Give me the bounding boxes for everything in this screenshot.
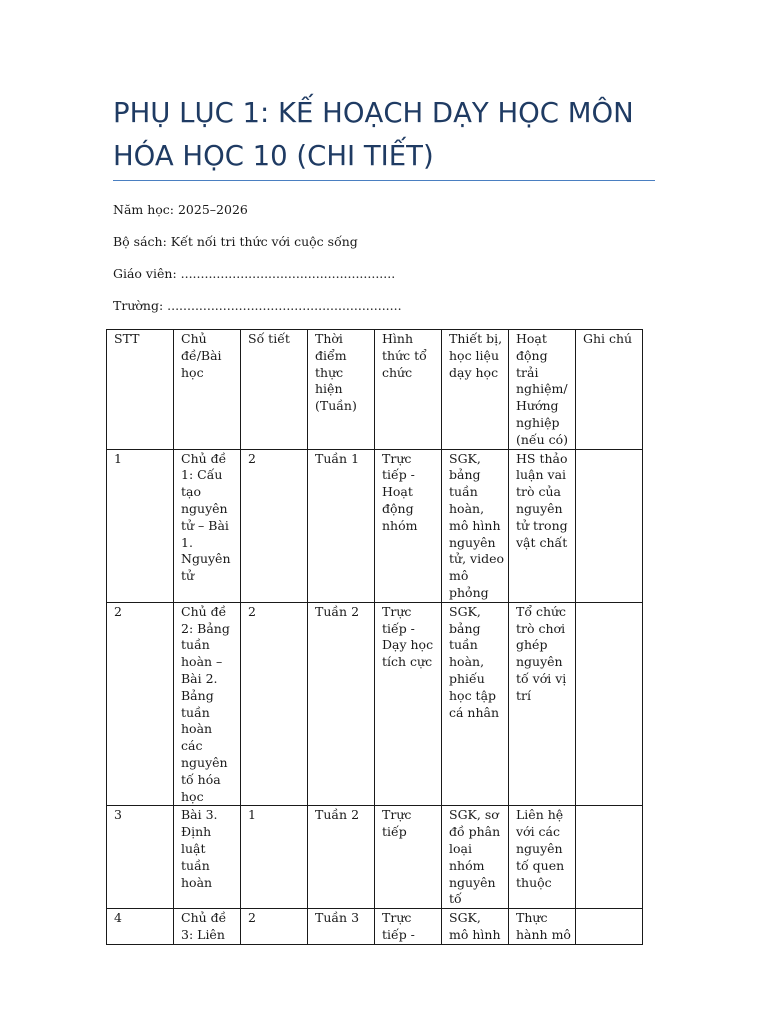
cell-topic: Bài 3. Định luật tuần hoàn (174, 806, 241, 909)
cell-topic: Chủ đề 3: Liên (174, 909, 241, 945)
header-notes: Ghi chú (576, 330, 643, 450)
table-row (107, 602, 643, 806)
header-timing: Thời điểm thực hiện (Tuần) (308, 330, 375, 450)
cell-equipment: SGK, sơ đồ phân loại nhóm nguyên tố (442, 806, 509, 909)
cell-notes (576, 449, 643, 602)
cell-topic: Chủ đề 2: Bảng tuần hoàn – Bài 2. Bảng tuần hoàn các nguyên tố hóa học (174, 602, 241, 806)
header-activities: Hoạt động trải nghiệm/ Hướng nghiệp (nếu có) (509, 330, 576, 450)
cell-timing: Tuần 1 (308, 449, 375, 602)
cell-format: Trực tiếp - (375, 909, 442, 945)
title-divider (113, 180, 655, 181)
cell-periods: 1 (241, 806, 308, 909)
table-row (107, 909, 643, 945)
page-title: PHỤ LỤC 1: KẾ HOẠCH DẠY HỌC MÔN HÓA HỌC 10 (CHI TIẾT) (113, 97, 634, 172)
cell-stt: 4 (107, 909, 174, 945)
cell-notes (576, 602, 643, 806)
cell-activities: Liên hệ với các nguyên tố quen thuộc (509, 806, 576, 909)
cell-format: Trực tiếp - Hoạt động nhóm (375, 449, 442, 602)
header-topic: Chủ đề/Bài học (174, 330, 241, 450)
header-equipment: Thiết bị, học liệu dạy học (442, 330, 509, 450)
cell-stt: 3 (107, 806, 174, 909)
cell-stt: 2 (107, 602, 174, 806)
cell-periods: 2 (241, 909, 308, 945)
cell-timing: Tuần 2 (308, 806, 375, 909)
cell-periods: 2 (241, 602, 308, 806)
cell-equipment: SGK, mô hình (442, 909, 509, 945)
table-row (107, 806, 643, 909)
header-format: Hình thức tổ chức (375, 330, 442, 450)
teaching-plan-table (106, 329, 643, 945)
cell-notes (576, 909, 643, 945)
cell-timing: Tuần 3 (308, 909, 375, 945)
cell-notes (576, 806, 643, 909)
school-line: Trường: ........................................................... (113, 298, 402, 313)
school-year-line: Năm học: 2025–2026 (113, 202, 248, 217)
teacher-line: Giáo viên: ...................................................... (113, 266, 396, 281)
cell-stt: 1 (107, 449, 174, 602)
book-series-line: Bộ sách: Kết nối tri thức với cuộc sống (113, 234, 358, 249)
header-stt: STT (107, 330, 174, 450)
cell-timing: Tuần 2 (308, 602, 375, 806)
cell-activities: Thực hành mô (509, 909, 576, 945)
cell-format: Trực tiếp - Dạy học tích cực (375, 602, 442, 806)
table-header-row (107, 330, 643, 450)
cell-periods: 2 (241, 449, 308, 602)
cell-equipment: SGK, bảng tuần hoàn, mô hình nguyên tử, video mô phỏng (442, 449, 509, 602)
cell-equipment: SGK, bảng tuần hoàn, phiếu học tập cá nhân (442, 602, 509, 806)
cell-activities: Tổ chức trò chơi ghép nguyên tố với vị trí (509, 602, 576, 806)
cell-activities: HS thảo luận vai trò của nguyên tử trong vật chất (509, 449, 576, 602)
table-row (107, 449, 643, 602)
cell-format: Trực tiếp (375, 806, 442, 909)
header-periods: Số tiết (241, 330, 308, 450)
cell-topic: Chủ đề 1: Cấu tạo nguyên tử – Bài 1. Nguyên tử (174, 449, 241, 602)
